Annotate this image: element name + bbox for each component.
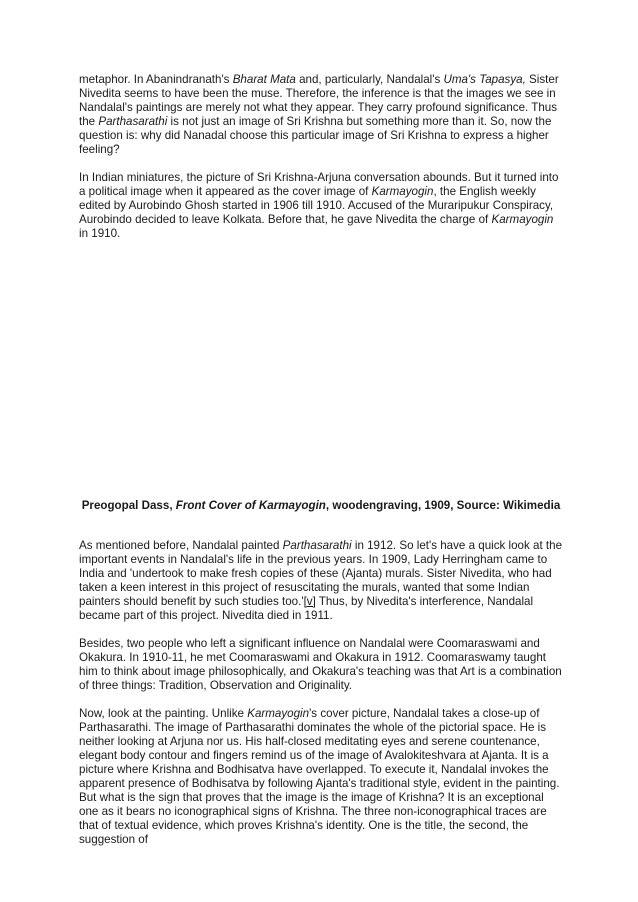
figure-image-placeholder (79, 241, 563, 499)
paragraph-bharat-mata: metaphor. In Abanindranath's Bharat Mata and, particularly, Nandalal's Uma's Tapasya, Sister Nivedita seems to have been the muse. Therefore, the inference is that the images we see in Nandalal's paintings are merely not what they appear. They carry profound significance. Thus the Parthasarathi is not just an image of Sri Krishna but something more than it. So, now the question is: why did Nanadal choose this particular image of Sri Krishna to express a higher feeling? (79, 73, 559, 156)
paragraph-look-at-painting: Now, look at the painting. Unlike Karmayogin's cover picture, Nandalal takes a close-up of Parthasarathi. The image of Parthasarathi dominates the whole of the pictorial space. He is neither looking at Arjuna nor us. His half-closed meditating eyes and serene countenance, elegant body contour and fingers remind us of the image of Avalokiteshvara at Ajanta. It is a picture where Krishna and Bodhisatva have overlapped. To execute it, Nandalal invokes the apparent presence of Bodhisatva by following Ajanta's traditional style, evident in the painting. But what is the sign that proves that the image is the image of Krishna? It is an exceptional one as it bears no iconographical signs of Krishna. The three non-iconographical traces are that of textual evidence, which proves Krishna's identity. One is the title, the second, the suggestion of (79, 707, 560, 846)
paragraph-coomaraswami-okakura: Besides, two people who left a significant influence on Nandalal were Coomaraswami and Okakura. In 1910-11, he met Coomaraswami and Okakura in 1912. Coomaraswamy taught him to think about image philosophically, and Okakura's teaching was that Art is a combination of three things: Tradition, Observation and Originality. (79, 637, 562, 692)
paragraph-parthasarathi-1912: As mentioned before, Nandalal painted Parthasarathi in 1912. So let's have a quick look at the important events in Nandalal's life in the previous years. In 1909, Lady Herringham came to India and 'undertook to make fresh copies of these (Ajanta) murals. Sister Nivedita, who had taken a keen interest in this project of resuscitating the murals, wanted that some Indian painters should benefit by such studies too.'[v] Thus, by Nivedita's interference, Nandalal became part of this project. Nivedita died in 1911. (79, 539, 563, 622)
figure-caption: Preogopal Dass, Front Cover of Karmayogin, woodengraving, 1909, Source: Wikimedia (81, 499, 561, 512)
footnote-link[interactable]: [v] (303, 595, 316, 608)
paragraph-indian-miniatures: In Indian miniatures, the picture of Sri Krishna-Arjuna conversation abounds. But it turned into a political image when it appeared as the cover image of Karmayogin, the English weekly edited by Aurobindo Ghosh started in 1906 till 1910. Accused of the Muraripukur Conspiracy, Aurobindo decided to leave Kolkata. Before that, he gave Nivedita the charge of Karmayogin in 1910. (79, 171, 559, 240)
document-page (79, 73, 563, 847)
